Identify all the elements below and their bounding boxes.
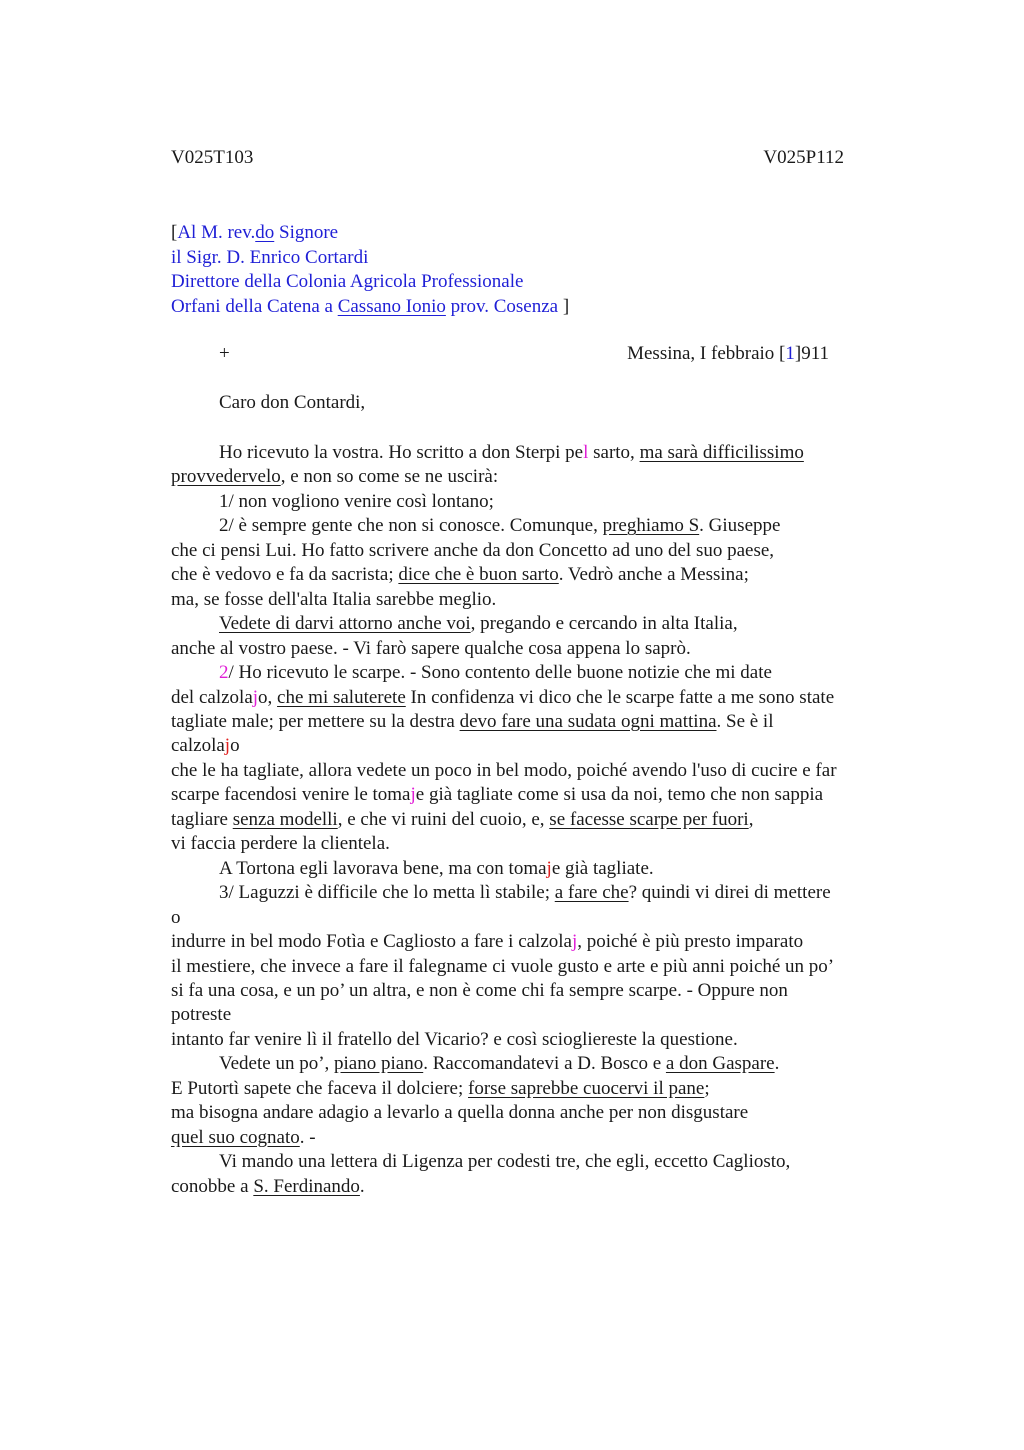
text: tagliare (171, 808, 233, 830)
document-codes (171, 147, 844, 171)
underlined-text: senza modelli (232, 808, 338, 830)
body-line: potreste (171, 1004, 232, 1026)
body-line (171, 686, 901, 710)
text: calzola (171, 735, 225, 757)
body-line: il mestiere, che invece a fare il falegname ci vuole gusto e arte e più anni poiché un po’ (171, 955, 835, 977)
body-line: che le ha tagliate, allora vedete un poco in bel modo, poiché avendo l'uso di cucire e far (171, 759, 837, 781)
date (627, 343, 829, 365)
addressee-block (171, 221, 569, 319)
body-line (171, 1126, 901, 1150)
body-line (171, 1077, 901, 1101)
correction: j (546, 857, 552, 879)
address-abbrev: do (255, 222, 275, 243)
address-text: Al M. rev. (177, 222, 256, 243)
text: conobbe a (171, 1175, 254, 1197)
salutation: Caro don Contardi, (219, 392, 366, 413)
body-line (171, 612, 901, 636)
address-text: Orfani della Catena a (171, 295, 338, 317)
body-line (171, 514, 901, 538)
text: e già tagliate come si usa da noi, temo che non sappia (415, 784, 824, 806)
text: . Raccomandatevi a D. Bosco e (423, 1053, 666, 1075)
underlined-text: se facesse scarpe per fuori (549, 808, 749, 830)
body-line (171, 563, 901, 587)
text: 3/ Laguzzi è difficile che lo metta lì stabile; (219, 882, 555, 904)
correction: j (572, 931, 578, 953)
bracket-open: [ (171, 222, 178, 243)
underlined-text: a don Gaspare (665, 1053, 775, 1075)
text: A Tortona egli lavorava bene, ma con toma (219, 857, 547, 879)
text: o, (258, 686, 278, 708)
text: e già tagliate. (551, 857, 654, 879)
text: tagliate male; per mettere su la destra (171, 710, 460, 732)
underlined-text: Vedete di darvi attorno anche voi (219, 613, 471, 635)
text: , poiché è più presto imparato (577, 931, 804, 953)
underlined-text: preghiamo S (602, 515, 700, 537)
text: del calzola (171, 686, 253, 708)
correction: j (252, 686, 259, 708)
dateline (219, 343, 829, 367)
address-text: Signore (274, 222, 339, 243)
body-line: vi faccia perdere la clientela. (171, 833, 390, 855)
text: ? quindi vi direi di mettere (628, 882, 831, 904)
underlined-text: piano piano (334, 1053, 424, 1075)
date-text: Messina, I febbraio [ (627, 343, 786, 364)
underlined-text: dice che è buon sarto (398, 564, 559, 586)
text: / Ho ricevuto le scarpe. - Sono contento delle buone notizie che mi date (228, 662, 772, 684)
underlined-text: quel suo cognato (171, 1126, 300, 1148)
text: . - (299, 1126, 316, 1148)
underlined-text: S. Ferdinando (253, 1175, 360, 1197)
text: o (230, 735, 240, 757)
text: che è vedovo e fa da sacrista; (171, 564, 399, 586)
underlined-text: a fare che (554, 882, 629, 904)
address-line-1 (171, 221, 569, 246)
body-line: o (171, 906, 181, 928)
text: indurre in bel modo Fotìa e Cagliosto a fare i calzola (171, 931, 572, 953)
address-line-4 (171, 295, 569, 320)
code-right: V025P112 (763, 147, 844, 168)
body-line (171, 710, 901, 734)
body-line (171, 441, 901, 465)
underlined-text: ma sarà difficilissimo (639, 442, 804, 463)
text: scarpe facendosi venire le toma (171, 784, 411, 806)
text: Vedete un po’, (219, 1053, 335, 1075)
underlined-text: forse saprebbe cuocervi il pane (468, 1077, 705, 1099)
date-text: ]911 (794, 343, 829, 364)
body-line (171, 465, 901, 489)
text: Ho ricevuto la vostra. Ho scritto a don Sterpi pe (219, 442, 584, 463)
address-line-2: il Sigr. D. Enrico Cortardi (171, 246, 369, 268)
body-line (171, 930, 901, 954)
underlined-text: che mi saluterete (277, 686, 406, 708)
correction: j (410, 784, 416, 806)
underlined-text: provvedervelo (171, 466, 281, 488)
bracket-close: ] (558, 295, 570, 317)
body-line: ma, se fosse dell'alta Italia sarebbe meglio. (171, 588, 497, 610)
body-line (171, 734, 901, 758)
letter-body (171, 441, 901, 1199)
text: . Se è il (716, 710, 774, 732)
text: , e non so come se ne uscirà: (280, 466, 499, 488)
body-line: 1/ non vogliono venire così lontano; (219, 490, 494, 512)
text: . Vedrò anche a Messina; (558, 564, 749, 586)
body-line: ma bisogna andare adagio a levarlo a quella donna anche per non disgustare (171, 1102, 749, 1124)
code-left: V025T103 (171, 147, 254, 168)
body-line: si fa una cosa, e un po’ un altra, e non è come chi fa sempre scarpe. - Oppure non (171, 979, 788, 1001)
text: . Giuseppe (699, 515, 781, 537)
body-line (171, 1175, 901, 1199)
address-place: Cassano Ionio (337, 295, 446, 317)
body-line: intanto far venire lì il fratello del Vicario? e così sciogliereste la questione. (171, 1028, 738, 1050)
correction: 2 (219, 662, 229, 684)
date-correction: 1 (785, 343, 795, 364)
address-line-3: Direttore della Colonia Agricola Professionale (171, 271, 524, 293)
text: ; (704, 1077, 710, 1099)
text: . (774, 1053, 780, 1075)
body-line (171, 808, 901, 832)
body-line: anche al vostro paese. - Vi farò sapere qualche cosa appena lo saprò. (171, 637, 691, 659)
text: sarto, (588, 442, 640, 463)
correction: j (224, 735, 231, 757)
text: E Putortì sapete che faceva il dolciere; (171, 1077, 469, 1099)
text: In confidenza vi dico che le scarpe fatte a me sono state (405, 686, 835, 708)
underlined-text: devo fare una sudata ogni mattina (459, 710, 717, 732)
cross-mark: + (219, 343, 230, 364)
text: , pregando e cercando in alta Italia, (470, 613, 738, 635)
text: , e che vi ruini del cuoio, e, (337, 808, 550, 830)
text: , (748, 808, 754, 830)
correction: l (583, 442, 589, 463)
body-line: Vi mando una lettera di Ligenza per codesti tre, che egli, eccetto Cagliosto, (219, 1151, 791, 1173)
text: . (359, 1175, 365, 1197)
body-line: che ci pensi Lui. Ho fatto scrivere anche da don Concetto ad uno del suo paese, (171, 539, 775, 561)
body-line (171, 661, 901, 685)
body-line (171, 783, 901, 807)
address-text: prov. Cosenza (445, 295, 559, 317)
text: 2/ è sempre gente che non si conosce. Comunque, (219, 515, 603, 537)
body-line (171, 881, 901, 905)
body-line (171, 1052, 901, 1076)
body-line (171, 857, 901, 881)
